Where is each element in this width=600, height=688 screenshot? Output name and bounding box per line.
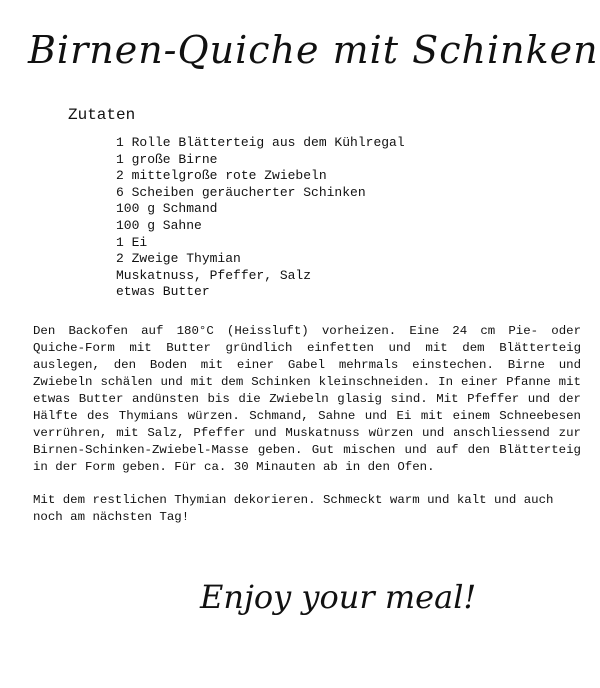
ingredient-item: 1 große Birne (116, 151, 218, 167)
ingredient-item: etwas Butter (116, 284, 210, 300)
ingredient-item: 6 Scheiben geräucherter Schinken (116, 184, 366, 200)
closing-paragraph: Mit dem restlichen Thymian dekorieren. Schmeckt warm und kalt und auch noch am nächsten Tag! (33, 493, 554, 524)
ingredient-item: 100 g Schmand (116, 201, 218, 217)
signoff-text: Enjoy your meal! (200, 578, 477, 616)
ingredients-heading: Zutaten (68, 106, 136, 124)
ingredient-item: 2 mittelgroße rote Zwiebeln (116, 168, 327, 184)
ingredients-list (116, 135, 405, 301)
ingredient-item: 2 Zweige Thymian (116, 251, 241, 267)
ingredient-item: 100 g Sahne (116, 217, 202, 233)
ingredient-item: 1 Ei (116, 234, 148, 250)
instructions-paragraph: Den Backofen auf 180°C (Heissluft) vorheizen. Eine 24 cm Pie- oder Quiche-Form mit Butter gründlich einfetten und mit dem Blätterteig auslegen, den Boden mit einer Gabel mehrmals einstechen. Birne und Zwiebeln schälen und mit dem Schinken kleinschneiden. In einer Pfanne mit etwas Butter andünsten bis die Zwiebeln glasig sind. Mit Pfeffer und der Hälfte des Thymians würzen. Schmand, Sahne und Ei mit einem Schneebesen verrühren, mit Salz, Pfeffer und Muskatnuss würzen und anschliessend zur Birnen-Schinken-Zwiebel-Masse geben. Gut mischen und auf den Blätterteig in der Form geben. Für ca. 30 Minauten ab in den Ofen. (33, 324, 581, 474)
recipe-title: Birnen-Quiche mit Schinken (28, 28, 599, 72)
ingredient-item: 1 Rolle Blätterteig aus dem Kühlregal (116, 135, 405, 150)
ingredient-item: Muskatnuss, Pfeffer, Salz (116, 267, 312, 283)
